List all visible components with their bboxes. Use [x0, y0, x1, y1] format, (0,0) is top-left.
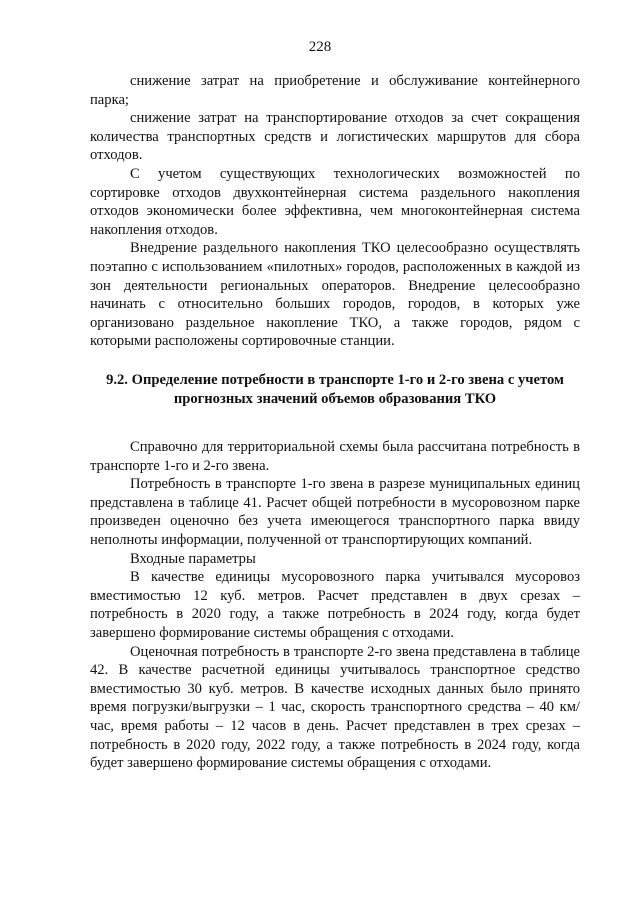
- section-bottom: [90, 438, 580, 773]
- paragraph: Входные параметры: [130, 550, 256, 567]
- paragraph: Внедрение раздельного накопления ТКО целесообразно осуществлять поэтапно с использованием «пилотных» городов, расположенных в каждой из зон деятельности региональных операторов. Внедрение целесообразно начинать с относительно больших городов, городов, в которых уже организовано раздельное накопление ТКО, а также городов, рядом с которыми расположены сортировочные станции.: [90, 240, 580, 350]
- paragraph: снижение затрат на приобретение и обслуживание контейнерного парка;: [90, 73, 580, 108]
- paragraph: С учетом существующих технологических возможностей по сортировке отходов двухконтейнерная система раздельного накопления отходов экономически более эффективна, чем многоконтейнерная система накопления отходов.: [90, 165, 580, 238]
- paragraph: В качестве единицы мусоровозного парка учитывался мусоровоз вместимостью 12 куб. метров. Расчет представлен в двух срезах – потребность в 2020 году, а также потребность в 2024 году, когда будет завершено формирование системы обращения с отходами.: [90, 569, 580, 642]
- paragraph: Справочно для территориальной схемы была рассчитана потребность в транспорте 1-го и 2-го звена.: [90, 439, 580, 474]
- paragraph: Оценочная потребность в транспорте 2-го звена представлена в таблице 42. В качестве расчетной единицы учитывалось транспортное средство вместимостью 30 куб. метров. В качестве исходных данных было принято время погрузки/выгрузки – 1 час, скорость транспортного средства – 40 км/час, время работы – 12 часов в день. Расчет представлен в трех срезах – потребность в 2020 году, 2022 году, а также потребность в 2024 году, когда будет завершено формирование системы обращения с отходами.: [90, 643, 580, 772]
- section-heading-line-2: прогнозных значений объемов образования ТКО: [173, 390, 497, 407]
- page-number: 228: [308, 39, 332, 55]
- paragraph: снижение затрат на транспортирование отходов за счет сокращения количества транспортных средств и логистических маршрутов для сбора отходов.: [90, 110, 580, 164]
- section-top: [90, 72, 580, 351]
- paragraph: Потребность в транспорте 1-го звена в разрезе муниципальных единиц представлена в таблице 41. Расчет общей потребности в мусоровозном парке произведен оценочно без учета имеющегося транспортного парка ввиду неполноты информации, полученной от транспортирующих компаний.: [90, 476, 580, 549]
- page-content: [90, 72, 580, 773]
- section-heading: [90, 371, 580, 408]
- section-heading-line-1: 9.2. Определение потребности в транспорте 1-го и 2-го звена с учетом: [106, 371, 564, 388]
